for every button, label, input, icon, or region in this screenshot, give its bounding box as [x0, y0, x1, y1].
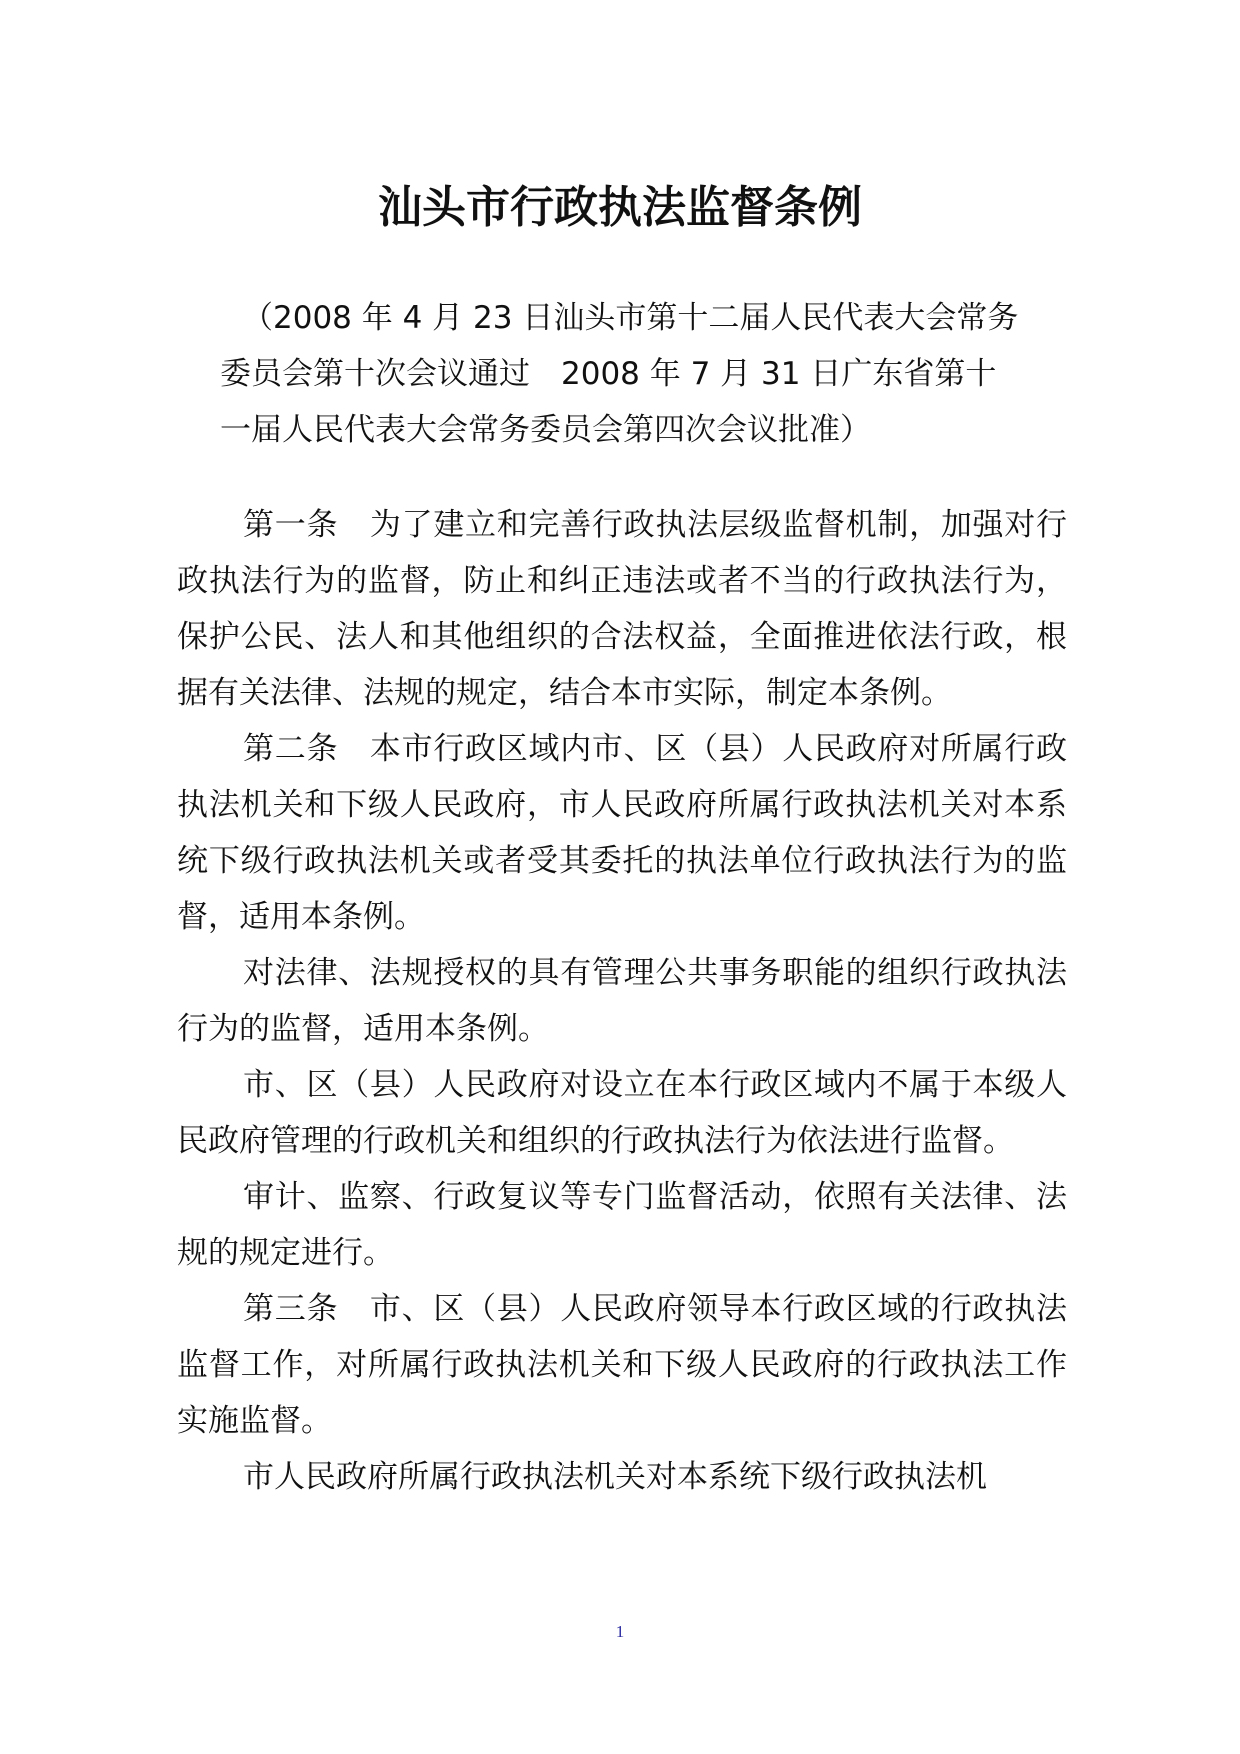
- article-3-paragraph-2: 市人民政府所属行政执法机关对本系统下级行政执法机: [243, 1459, 987, 1495]
- document-body: [177, 497, 1067, 1505]
- article-2-paragraph: 第二条 本市行政区域内市、区（县）人民政府对所属行政执法机关和下级人民政府，市人民政府所属行政执法机关对本系统下级行政执法机关或者受其委托的执法单位行政执法行为的监督，适用本条例。: [177, 731, 1067, 935]
- article-2-paragraph-3: 市、区（县）人民政府对设立在本行政区域内不属于本级人民政府管理的行政机关和组织的行政执法行为依法进行监督。: [177, 1067, 1067, 1159]
- adoption-note-line: 一届人民代表大会常务委员会第四次会议批准）: [220, 412, 871, 448]
- article-2-paragraph-2: 对法律、法规授权的具有管理公共事务职能的组织行政执法行为的监督，适用本条例。: [177, 955, 1067, 1047]
- article-1-paragraph: 第一条 为了建立和完善行政执法层级监督机制，加强对行政执法行为的监督，防止和纠正违法或者不当的行政执法行为，保护公民、法人和其他组织的合法权益，全面推进依法行政，根据有关法律、法规的规定，结合本市实际，制定本条例。: [177, 507, 1067, 711]
- adoption-note: [220, 290, 1020, 458]
- page-number: 1: [615, 1622, 625, 1641]
- document-title: 汕头市行政执法监督条例: [378, 182, 862, 233]
- article-2-paragraph-4: 审计、监察、行政复议等专门监督活动，依照有关法律、法规的规定进行。: [177, 1179, 1067, 1271]
- adoption-note-line: （2008 年 4 月 23 日汕头市第十二届人民代表大会常务: [242, 300, 1019, 336]
- adoption-note-line: 委员会第十次会议通过 2008 年 7 月 31 日广东省第十: [220, 356, 997, 392]
- article-3-paragraph: 第三条 市、区（县）人民政府领导本行政区域的行政执法监督工作，对所属行政执法机关和下级人民政府的行政执法工作实施监督。: [177, 1291, 1067, 1439]
